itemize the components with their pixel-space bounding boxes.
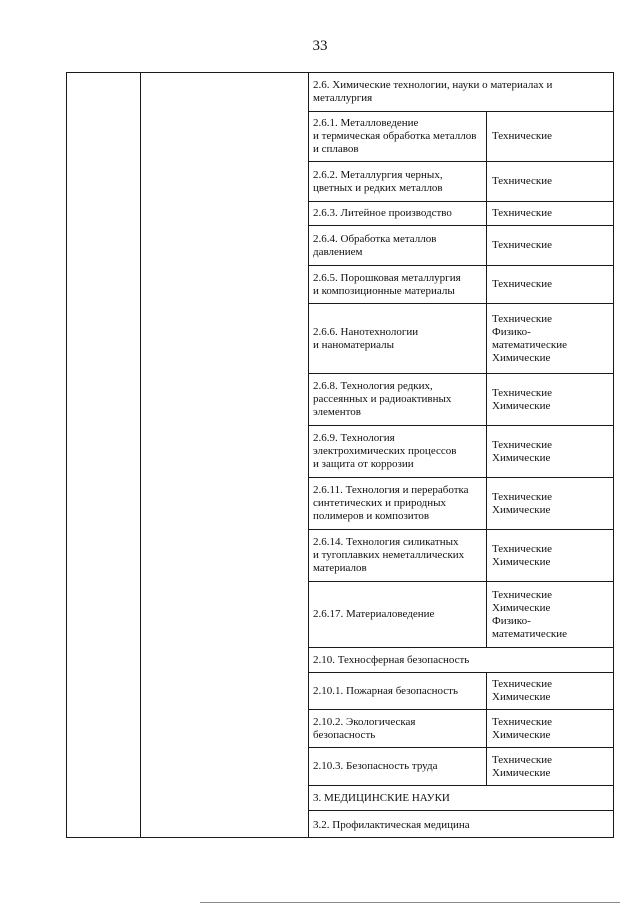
table-column-left — [67, 73, 141, 837]
section-heading-row — [309, 811, 613, 839]
specialty-row — [309, 304, 613, 374]
page-bottom-rule — [200, 902, 620, 903]
specialty-name-cell — [309, 374, 487, 425]
specialty-name-cell — [309, 787, 613, 810]
science-branch: Химические — [492, 351, 551, 364]
specialty-name-cell — [309, 814, 613, 837]
specialty-name-cell — [309, 226, 487, 265]
science-branch: Физико- математические — [492, 614, 568, 640]
specialty-row — [309, 478, 613, 530]
specialty-name-cell — [309, 74, 613, 110]
science-branch: Технические — [492, 588, 552, 601]
science-branch: Технические — [492, 678, 552, 690]
science-branch-cell — [487, 582, 613, 647]
science-branch-cell — [487, 748, 613, 785]
science-branch: Технические — [492, 207, 552, 219]
specialty-name-cell — [309, 582, 487, 647]
specialty-name: 2.6.4. Обработка металлов давлением — [313, 232, 437, 258]
science-branch: Технические — [492, 312, 552, 325]
specialty-row — [309, 748, 613, 786]
science-branch: Технические — [492, 278, 552, 290]
specialty-name: 2.6.6. Нанотехнологии и наноматериалы — [313, 325, 419, 351]
science-branch: Технические — [492, 386, 552, 399]
specialty-row — [309, 710, 613, 748]
specialty-name: 3. МЕДИЦИНСКИЕ НАУКИ — [313, 791, 450, 804]
specialty-row — [309, 202, 613, 226]
specialty-name-cell — [309, 266, 487, 303]
science-branch-cell — [487, 304, 613, 373]
science-branch-cell — [487, 226, 613, 265]
specialty-row — [309, 162, 613, 202]
science-branch: Технические — [492, 753, 552, 766]
science-branch-cell — [487, 478, 613, 529]
specialty-row — [309, 266, 613, 304]
science-branch-cell — [487, 673, 613, 709]
specialties-table — [66, 72, 614, 838]
page-number: 33 — [312, 38, 328, 54]
specialty-name-cell — [309, 304, 487, 373]
science-branch: Технические — [492, 175, 552, 187]
specialty-name: 2.10. Техносферная безопасность — [313, 653, 470, 666]
table-rows — [309, 73, 613, 839]
science-branch: Технические — [492, 239, 552, 251]
specialty-name-cell — [309, 202, 487, 225]
table-column-middle — [141, 73, 309, 837]
section-heading-row — [309, 73, 613, 112]
science-branch-cell — [487, 710, 613, 747]
science-branch-cell — [487, 266, 613, 303]
section-heading-row — [309, 786, 613, 811]
specialty-name: 2.6.14. Технология силикатных и тугоплавких неметаллических материалов — [313, 536, 465, 574]
science-branch: Физико- математические — [492, 325, 568, 351]
science-branch-cell — [487, 112, 613, 161]
specialty-name-cell — [309, 710, 487, 747]
specialty-row — [309, 673, 613, 710]
specialty-row — [309, 112, 613, 162]
science-branch: Химические — [492, 399, 551, 412]
specialty-name: 2.6.5. Порошковая металлургия и композиционные материалы — [313, 271, 461, 297]
specialty-name: 2.10.3. Безопасность труда — [313, 760, 438, 772]
science-branch: Химические — [492, 451, 551, 464]
specialty-name: 2.6.17. Материаловедение — [313, 608, 435, 620]
science-branch: Химические — [492, 601, 551, 614]
specialty-name: 2.10.1. Пожарная безопасность — [313, 684, 458, 697]
specialty-name-cell — [309, 112, 487, 161]
specialty-name: 2.6. Химические технологии, науки о материалах и металлургия — [313, 79, 553, 104]
specialty-name: 2.6.9. Технология электрохимических процессов и защита от коррозии — [313, 432, 457, 470]
specialty-name: 2.10.2. Экологическая безопасность — [313, 715, 416, 741]
section-heading-row — [309, 648, 613, 673]
specialty-name: 2.6.1. Металловедение и термическая обработка металлов и сплавов — [313, 117, 477, 155]
specialty-name: 3.2. Профилактическая медицина — [313, 818, 470, 831]
specialty-name-cell — [309, 649, 613, 672]
specialty-name: 2.6.11. Технология и переработка синтетических и природных полимеров и композитов — [313, 484, 469, 522]
science-branch: Технические — [492, 715, 552, 728]
specialty-name-cell — [309, 162, 487, 201]
science-branch-cell — [487, 202, 613, 225]
science-branch-cell — [487, 162, 613, 201]
science-branch: Химические — [492, 691, 551, 703]
specialty-name: 2.6.3. Литейное производство — [313, 207, 452, 219]
specialty-row — [309, 226, 613, 266]
science-branch: Химические — [492, 555, 551, 568]
specialty-name-cell — [309, 748, 487, 785]
specialty-row — [309, 530, 613, 582]
science-branch: Технические — [492, 130, 552, 142]
science-branch-cell — [487, 530, 613, 581]
science-branch: Химические — [492, 728, 551, 741]
science-branch-cell — [487, 374, 613, 425]
specialty-row — [309, 426, 613, 478]
science-branch: Химические — [492, 766, 551, 779]
science-branch: Технические — [492, 438, 552, 451]
specialty-row — [309, 374, 613, 426]
specialty-name-cell — [309, 673, 487, 709]
science-branch: Технические — [492, 542, 552, 555]
science-branch-cell — [487, 426, 613, 477]
specialty-name: 2.6.8. Технология редких, рассеянных и радиоактивных элементов — [313, 380, 452, 418]
science-branch: Технические — [492, 490, 552, 503]
specialty-name-cell — [309, 530, 487, 581]
specialty-name-cell — [309, 478, 487, 529]
specialty-name: 2.6.2. Металлургия черных, цветных и редких металлов — [313, 168, 443, 194]
science-branch: Химические — [492, 503, 551, 516]
specialty-name-cell — [309, 426, 487, 477]
specialty-row — [309, 582, 613, 648]
